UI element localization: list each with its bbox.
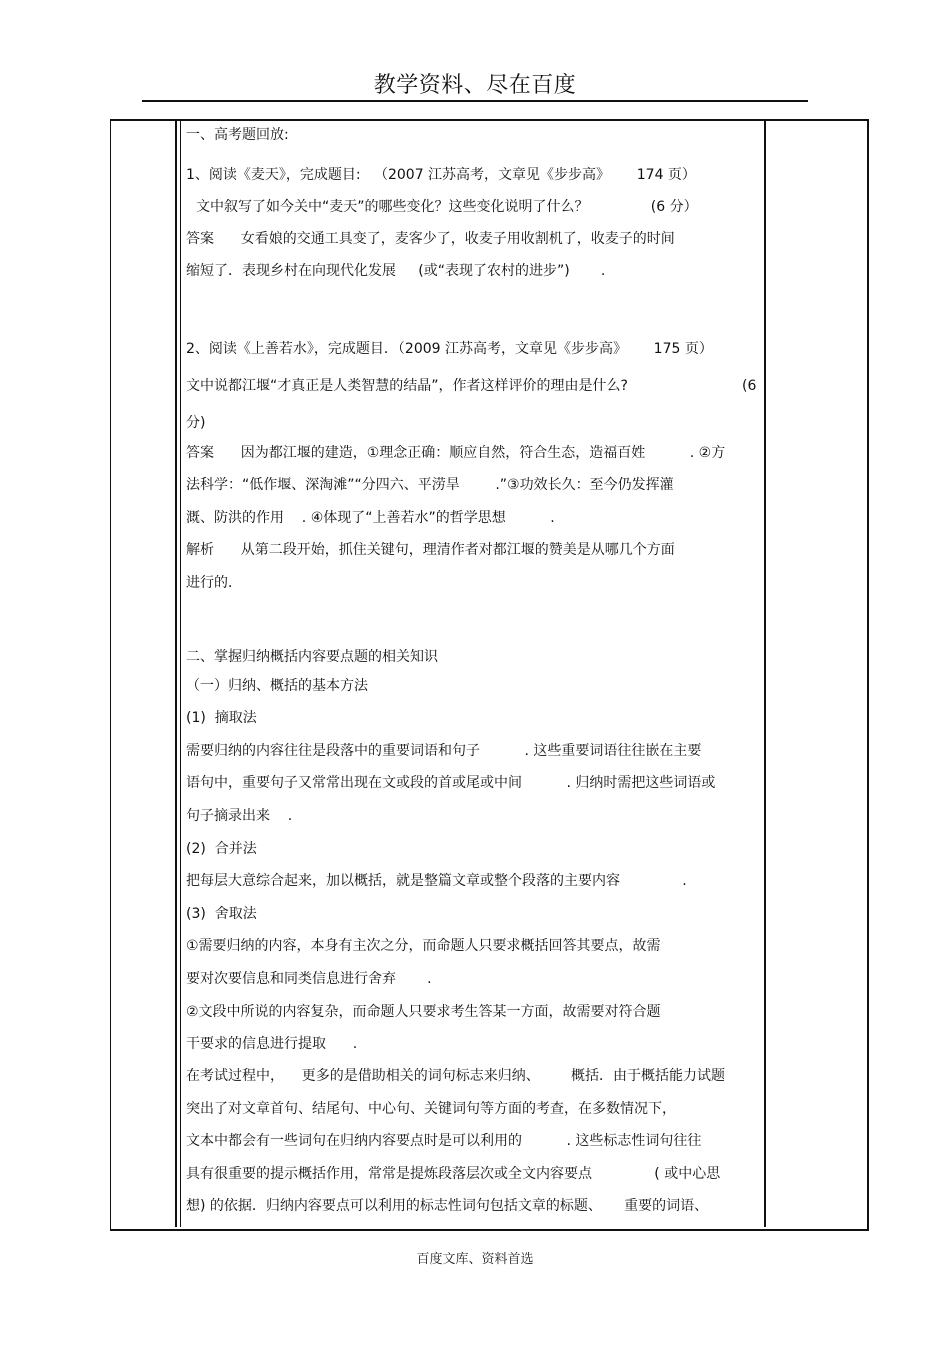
content-line: 文中说都江堰“才真正是人类智慧的结晶”，作者这样评价的理由是什么? bbox=[186, 378, 628, 394]
table-column-divider-left-inner bbox=[180, 121, 181, 1227]
content-line: 一、高考题回放: bbox=[186, 127, 289, 143]
page-footer: 百度文库、资料首选 bbox=[416, 1252, 534, 1267]
content-line: 溉、防洪的作用 . ④体现了“上善若水”的哲学思想 . bbox=[186, 510, 555, 526]
lesson-content bbox=[186, 125, 758, 1225]
content-line: 文本中都会有一些词句在归纳内容要点时是可以利用的 . 这些标志性词句往往 bbox=[186, 1133, 702, 1149]
content-line: 想) 的依据．归纳内容要点可以利用的标志性词句包括文章的标题、 重要的词语、 bbox=[186, 1198, 709, 1214]
content-line: 缩短了．表现乡村在向现代化发展 (或“表现了农村的进步”) . bbox=[186, 263, 606, 279]
content-line: (3) 舍取法 bbox=[186, 906, 257, 922]
content-line: 法科学：“低作堰、深淘滩”“分四六、平涝旱 .”③功效长久：至今仍发挥灌 bbox=[186, 477, 674, 493]
content-line: 需要归纳的内容往往是段落中的重要词语和句子 . 这些重要词语往往嵌在主要 bbox=[186, 743, 702, 759]
content-line: 进行的． bbox=[186, 575, 242, 591]
content-line: (1) 摘取法 bbox=[186, 710, 257, 726]
content-line: 答案 女看娘的交通工具变了，麦客少了，收麦子用收割机了，收麦子的时间 bbox=[186, 231, 675, 247]
content-line: 解析 从第二段开始，抓住关键句，理清作者对都江堰的赞美是从哪几个方面 bbox=[186, 542, 675, 558]
content-line: 1、阅读《麦天》，完成题目: （2007 江苏高考，文章见《步步高》 174 页） bbox=[186, 167, 696, 183]
content-line: (6 bbox=[742, 378, 757, 394]
content-line: 句子摘录出来 . bbox=[186, 808, 293, 824]
content-line: 突出了对文章首句、结尾句、中心句、关键词句等方面的考查，在多数情况下， bbox=[186, 1101, 676, 1117]
content-line: 把每层大意综合起来，加以概括，就是整篇文章或整个段落的主要内容 . bbox=[186, 873, 687, 889]
content-line: 在考试过程中， 更多的是借助相关的词句标志来归纳、 概括．由于概括能力试题 bbox=[186, 1068, 725, 1084]
table-column-divider-left bbox=[175, 121, 177, 1227]
header-rule bbox=[142, 100, 808, 102]
content-line: (2) 合并法 bbox=[186, 841, 257, 857]
content-line: ②文段中所说的内容复杂，而命题人只要求考生答某一方面，故需要对符合题 bbox=[186, 1004, 661, 1020]
content-line: 具有很重要的提示概括作用，常常是提炼段落层次或全文内容要点 ( 或中心思 bbox=[186, 1166, 721, 1182]
content-line: 语句中，重要句子又常常出现在文或段的首或尾或中间 . 归纳时需把这些词语或 bbox=[186, 775, 716, 791]
content-line: 2、阅读《上善若水》，完成题目．（2009 江苏高考，文章见《步步高》 175 页） bbox=[186, 341, 713, 357]
content-line: 要对次要信息和同类信息进行舍弃 . bbox=[186, 971, 432, 987]
content-line: 答案 因为都江堰的建造，①理念正确：顺应自然，符合生态，造福百姓 . ②方 bbox=[186, 445, 726, 461]
table-column-divider-right bbox=[764, 121, 766, 1227]
content-line: 文中叙写了如今关中“麦天”的哪些变化？这些变化说明了什么？ (6 分） bbox=[196, 199, 698, 215]
content-line: （一）归纳、概括的基本方法 bbox=[186, 678, 368, 694]
content-line: 分) bbox=[186, 415, 206, 431]
content-line: 二、掌握归纳概括内容要点题的相关知识 bbox=[186, 649, 438, 665]
content-line: 干要求的信息进行提取 . bbox=[186, 1036, 358, 1052]
page-header-title: 教学资料、尽在百度 bbox=[373, 73, 577, 98]
content-line: ①需要归纳的内容，本身有主次之分，而命题人只要求概括回答其要点，故需 bbox=[186, 938, 661, 954]
